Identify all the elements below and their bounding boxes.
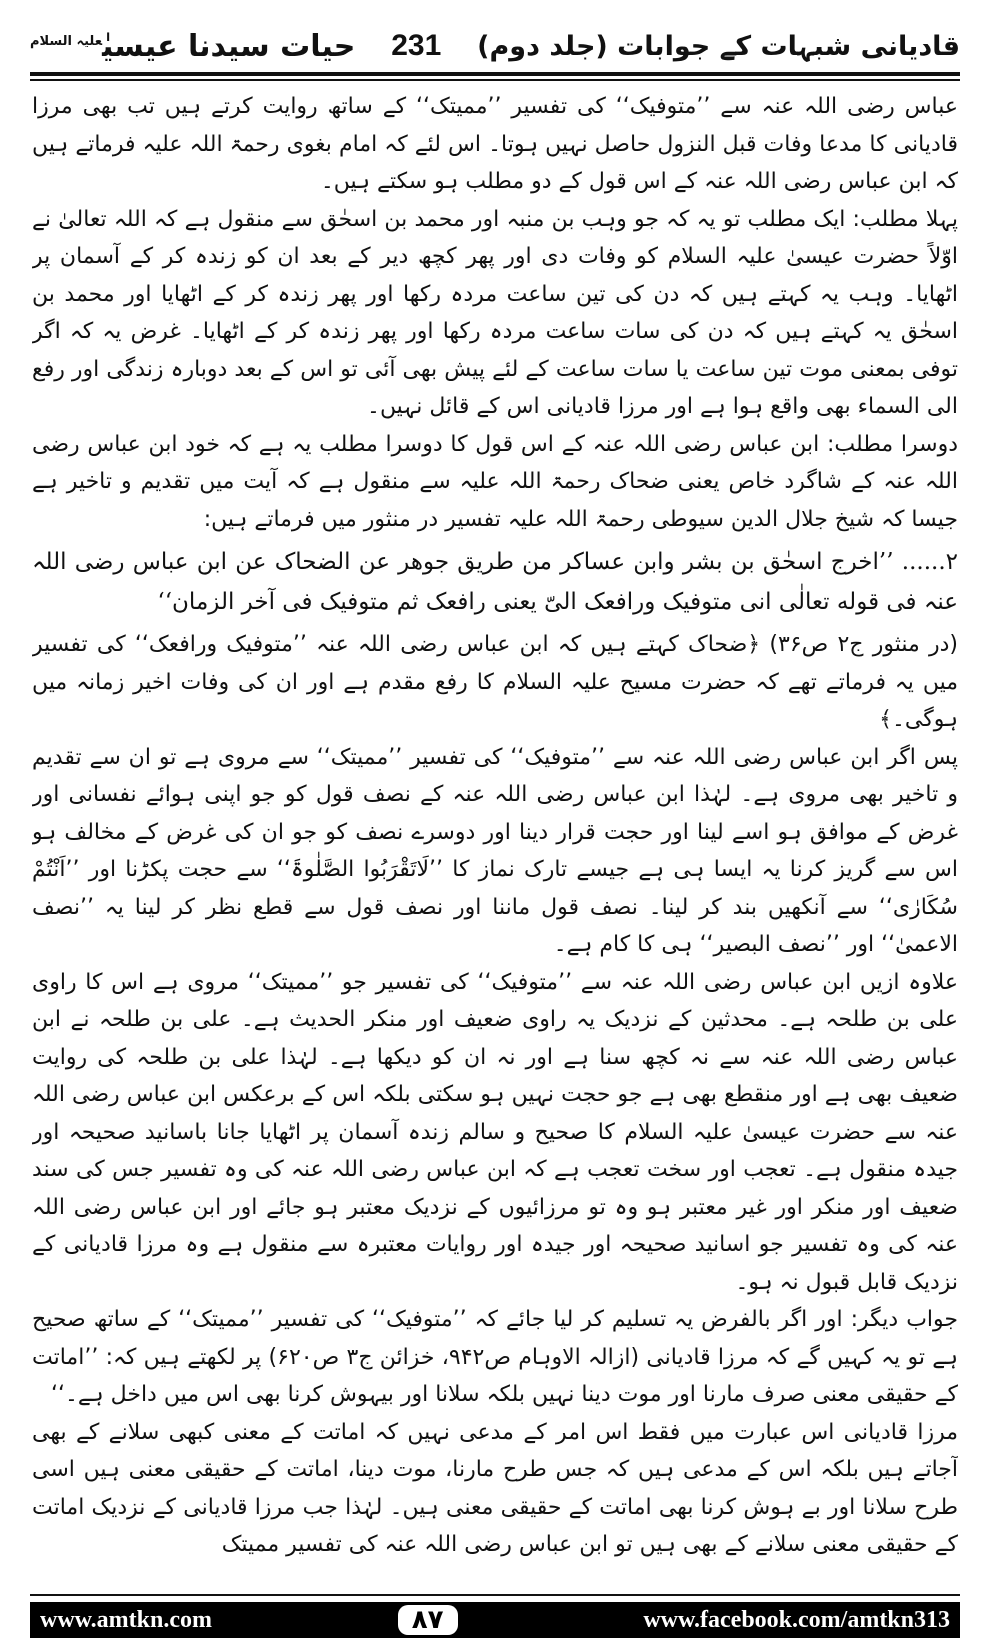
honorific-glyph: علیہ السلام [30, 33, 103, 49]
paragraph-8: مرزا قادیانی اس عبارت میں فقط اس امر کے مدعی نہیں کہ اماتت کے معنی کبھی سلانے کے بھی آجاتے ہیں بلکہ اس کے مدعی ہیں کہ جس طرح مارنا، موت دینا، اماتت کے حقیقی معنی ہیں اسی طرح سلانا اور بے ہوش کرنا بھی اماتت کے حقیقی معنی ہیں۔ لہٰذا جب مرزا قادیانی کے نزدیک اماتت کے حقیقی معنی سلانے کے بھی ہیں تو ابن عباس رضی اللہ عنہ کی تفسیر ممیتک [32, 1419, 958, 1557]
paragraph-1: عباس رضی اللہ عنہ سے ’’متوفیک‘‘ کی تفسیر ’’ممیتک‘‘ کے ساتھ روایت کرتے ہیں تب بھی مرزا قادیانی کا مدعا وفات قبل النزول حاصل نہیں ہوتا۔ اس لئے کہ امام بغوی رحمۃ اللہ علیہ فرماتے ہیں کہ ابن عباس رضی اللہ عنہ کے اس قول کے دو مطلب ہو سکتے ہیں۔ [32, 94, 958, 194]
page-footer [30, 1602, 960, 1638]
paragraph-7: جواب دیگر: اور اگر بالفرض یہ تسلیم کر لیا جائے کہ ’’متوفیک‘‘ کی تفسیر ’’ممیتک‘‘ کے ساتھ صحیح ہے تو یہ کہیں گے کہ مرزا قادیانی (ازالہ الاوہام ص۹۴۲، خزائن ج۳ ص۶۲۰) پر لکھتے ہیں کہ: ’’اماتت کے حقیقی معنی صرف مارنا اور موت دینا نہیں بلکہ سلانا اور بیہوش کرنا بھی اس میں داخل ہے۔‘‘ [32, 1307, 958, 1407]
page-number: 231 [391, 29, 442, 62]
paragraph-5: پس اگر ابن عباس رضی اللہ عنہ سے ’’متوفیک‘‘ کی تفسیر ’’ممیتک‘‘ سے مروی ہے تو ان سے تقدیم و تاخیر بھی مروی ہے۔ لہٰذا ابن عباس رضی اللہ عنہ کے نصف قول کو جو اپنی ہوائے نفسانی اور غرض کے موافق ہو اسے لینا اور حجت قرار دینا اور دوسرے نصف کو جو ان کی غرض کے مخالف ہو اس سے گریز کرنا یہ ایسا ہی ہے جیسے تارک نماز کا ’’لَاتَقْرَبُوا الصَّلٰوۃَ‘‘ سے حجت پکڑنا اور ’’اَنْتُمْ سُکَارٰی‘‘ سے آنکھیں بند کر لینا۔ نصف قول ماننا اور نصف قول سے قطع نظر کر لینا یہ ’’نصف الاعمیٰ‘‘ اور ’’نصف البصیر‘‘ ہی کا کام ہے۔ [32, 744, 958, 957]
paragraph-3: دوسرا مطلب: ابن عباس رضی اللہ عنہ کے اس قول کا دوسرا مطلب یہ ہے کہ خود ابن عباس رضی اللہ عنہ کے شاگرد خاص یعنی ضحاک رحمۃ اللہ علیہ سے منقول ہے کہ آیت میں تقدیم و تاخیر ہے جیسا کہ شیخ جلال الدین سیوطی رحمۃ اللہ علیہ تفسیر در منثور میں فرماتے ہیں: [32, 431, 958, 532]
paragraph-4: (در منثور ج۲ ص۳۶) ﴿ضحاک کہتے ہیں کہ ابن عباس رضی اللہ عنہ ’’متوفیک ورافعک‘‘ کی تفسیر میں یہ فرماتے تھے کہ حضرت مسیح علیہ السلام کا رفع مقدم ہے اور ان کی وفات اخیر زمانہ میں ہوگی۔﴾ [32, 632, 958, 732]
facebook-link[interactable]: www.facebook.com/amtkn313 [643, 1606, 950, 1633]
paragraph-2: پہلا مطلب: ایک مطلب تو یہ کہ جو وہب بن منبہ اور محمد بن اسحٰق سے منقول ہے کہ اللہ تعالیٰ نے اوّلاً حضرت عیسیٰ علیہ السلام کو وفات دی اور پھر کچھ دیر کے بعد ان کو زندہ کر کے آسمان پر اٹھایا۔ وہب یہ کہتے ہیں کہ دن کی تین ساعت مردہ رکھا اور پھر زندہ کر کے اٹھایا اور محمد بن اسحٰق یہ کہتے ہیں کہ دن کی سات ساعت مردہ رکھا اور پھر زندہ کر کے اٹھایا۔ غرض یہ کہ اگر توفی بمعنی موت تین ساعت یا سات ساعت کے لئے پیش بھی آئی تو اس کے بعد دوبارہ زندگی اور رفع الی السماء بھی واقع ہوا ہے اور مرزا قادیانی اس کے قائل نہیں۔ [32, 206, 958, 419]
page-header [30, 24, 960, 68]
footer-page-number: ۸۷ [398, 1605, 458, 1635]
website-link[interactable]: www.amtkn.com [40, 1606, 212, 1633]
paragraph-6: علاوہ ازیں ابن عباس رضی اللہ عنہ سے ’’متوفیک‘‘ کی تفسیر جو ’’ممیتک‘‘ مروی ہے اس کا راوی علی بن طلحہ ہے۔ محدثین کے نزدیک یہ راوی ضعیف اور منکر الحدیث ہے۔ علی بن طلحہ نے ابن عباس رضی اللہ عنہ سے نہ کچھ سنا ہے اور نہ ان کو دیکھا ہے۔ لہٰذا علی بن طلحہ کی روایت ضعیف بھی ہے اور منقطع بھی ہے جو حجت نہیں ہو سکتی بلکہ اس کے برعکس ابن عباس رضی اللہ عنہ سے حضرت عیسیٰ علیہ السلام کا صحیح و سالم زندہ آسمان پر اٹھایا جانا باسانید صحیحہ اور جیدہ منقول ہے۔ تعجب اور سخت تعجب ہے کہ ابن عباس رضی اللہ عنہ کی وہ تفسیر جس کی سند ضعیف اور منکر اور غیر معتبر ہو وہ تو مرزائیوں کے نزدیک معتبر ہو جائے اور ابن عباس رضی اللہ عنہ کی وہ تفسیر جو اسانید صحیحہ اور جیدہ اور روایات معتبرہ سے منقول ہے وہ مرزا قادیانی کے نزدیک قابل قبول نہ ہو۔ [32, 969, 958, 1295]
header-rule [30, 72, 960, 81]
page-body [32, 88, 958, 1588]
arabic-quote: ۲...... ’’اخرج اسحٰق بن بشر وابن عساکر من طریق جوهر عن الضحاک عن ابن عباس رضی اللہ عنہ فی قوله تعالٰی انی متوفیک ورافعک الیّ یعنی رافعک ثم متوفیک فی آخر الزمان‘‘ [32, 549, 958, 615]
book-subtitle: حیات سیدنا عیسیٰ$^{علیہ السلام}$ [30, 28, 356, 64]
footer-rule [30, 1594, 960, 1599]
book-title: قادیانی شبہات کے جوابات (جلد دوم) [477, 30, 960, 62]
